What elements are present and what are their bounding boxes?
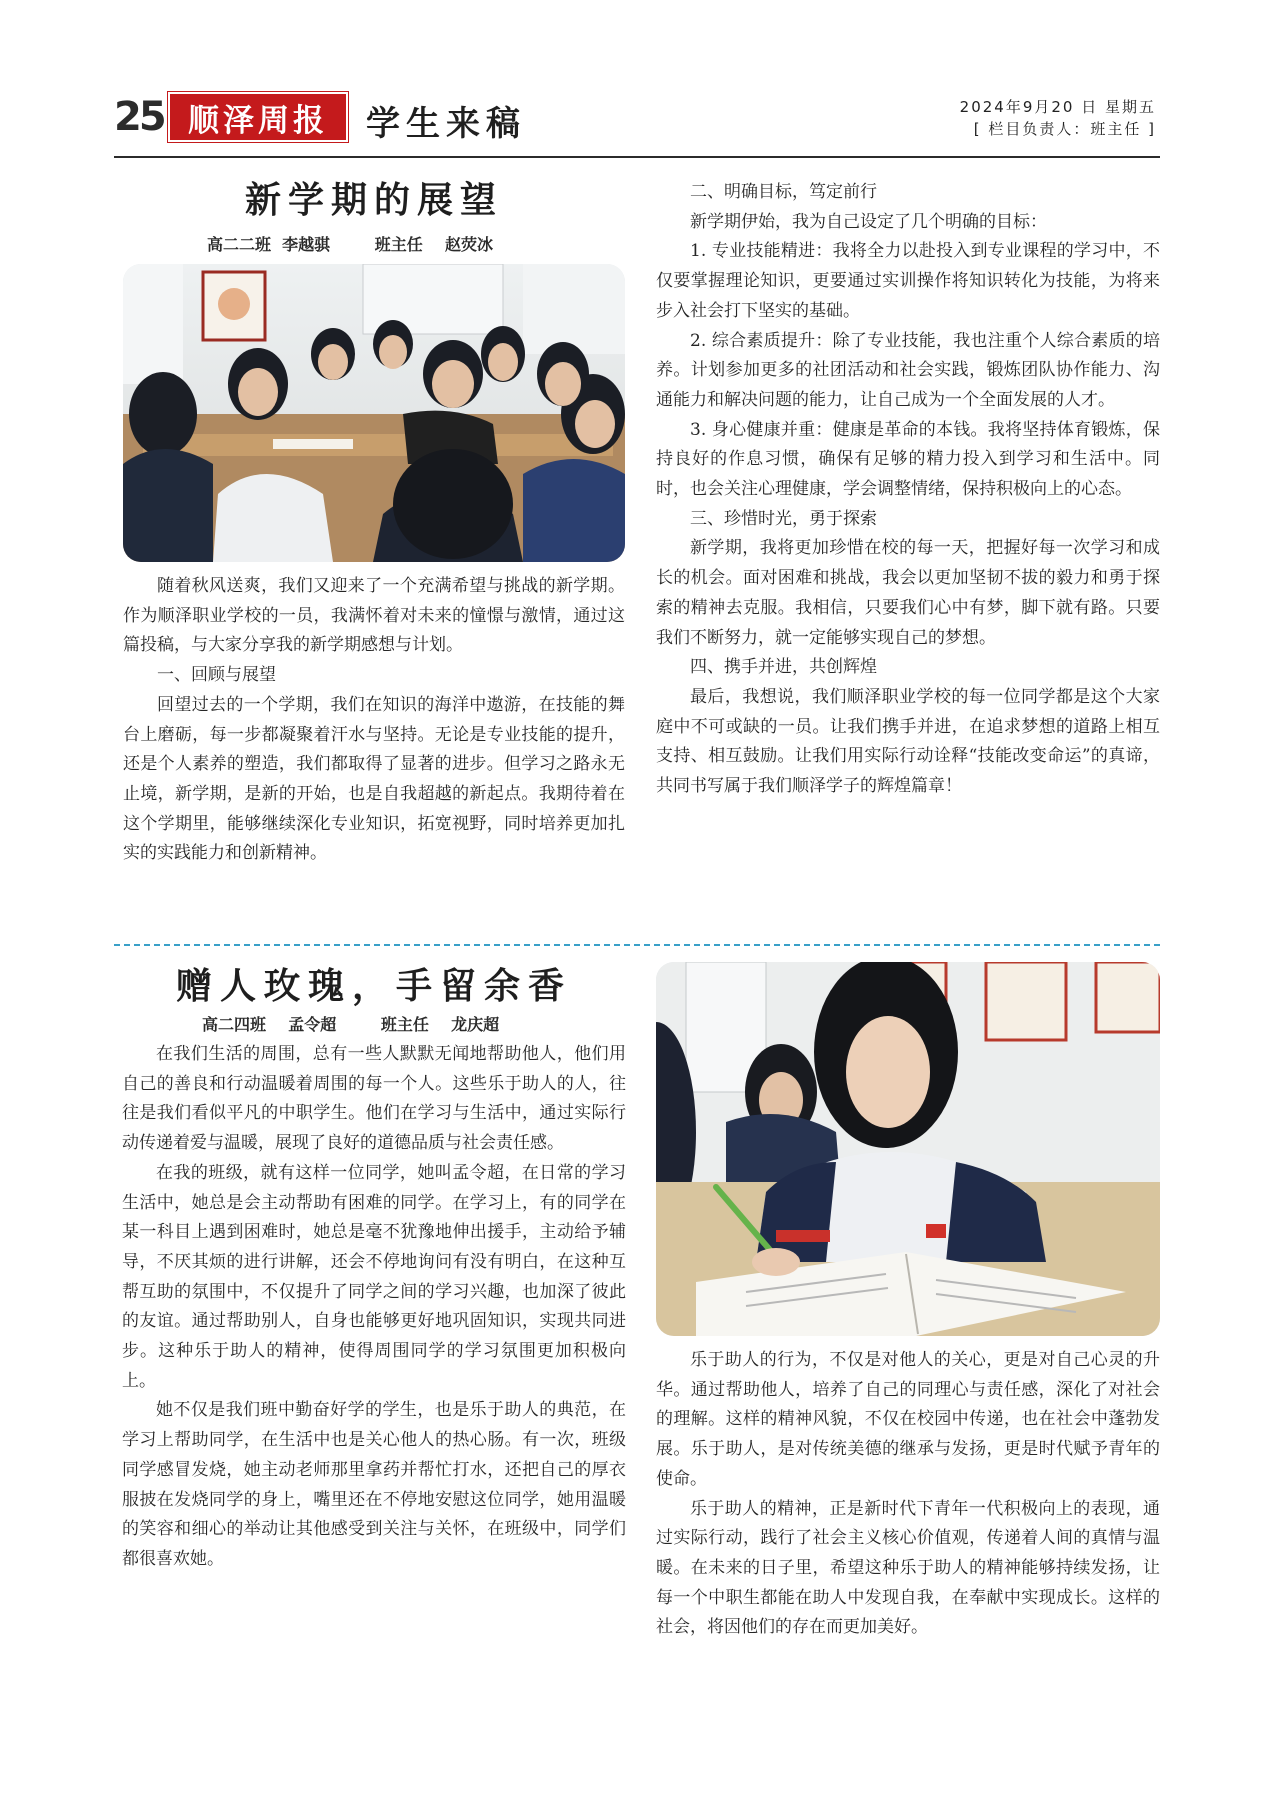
classroom-photo-image	[123, 264, 625, 562]
article1-byline: 高二二班 李越骐 班主任 赵荧冰	[207, 235, 493, 254]
article1-paragraph: 最后，我想说，我们顺泽职业学校的每一位同学都是这个大家庭中不可或缺的一员。让我们携手并进，在追求梦想的道路上相互支持、相互鼓励。让我们用实际行动诠释“技能改变命运”的真谛，共同书写属于我们顺泽学子的辉煌篇章！	[656, 686, 1160, 797]
article1-body-left	[123, 572, 625, 869]
article2-paragraph: 在我的班级，就有这样一位同学，她叫孟令超，在日常的学习生活中，她总是会主动帮助有困难的同学。在学习上，有的同学在某一科目上遇到困难时，她总是毫不犹豫地伸出援手，主动给予辅导，不厌其烦的进行讲解，还会不停地询问有没有明白，在这种互帮互助的氛围中，不仅提升了同学之间的学习兴趣，也加深了彼此的友谊。通过帮助别人，自身也能够更好地巩固知识，实现共同进步。这种乐于助人的精神，使得周围同学的学习氛围更加积极向上。	[122, 1162, 626, 1391]
article2-body-right	[656, 1346, 1160, 1643]
article2-title: 赠人玫瑰，手留余香	[175, 966, 572, 1007]
issue-date: 2024年9月20 日 星期五	[959, 98, 1156, 116]
article1-paragraph: 1. 专业技能精进：我将全力以赴投入到专业课程的学习中，不仅要掌握理论知识，更要通过实训操作将知识转化为技能，为将来步入社会打下坚实的基础。	[656, 241, 1160, 321]
article2-byline: 高二四班 孟令超 班主任 龙庆超	[202, 1015, 500, 1034]
article1-subheading: 一、回顾与展望	[157, 665, 276, 686]
section-title: 学生来稿	[366, 104, 526, 144]
article1-paragraph: 3. 身心健康并重：健康是革命的本钱。我将坚持体育锻炼，保持良好的作息习惯，确保有足够的精力投入到学习和生活中。同时，也会关注心理健康，学会调整情绪，保持积极向上的心态。	[656, 419, 1160, 500]
classroom-photo	[123, 264, 625, 562]
article2-paragraph: 乐于助人的行为，不仅是对他人的关心，更是对自己心灵的升华。通过帮助他人，培养了自己的同理心与责任感，深化了对社会的理解。这样的精神风貌，不仅在校园中传递，也在社会中蓬勃发展。乐于助人，是对传统美德的继承与发扬，更是时代赋予青年的使命。	[656, 1350, 1160, 1489]
article1-paragraph: 回望过去的一个学期，我们在知识的海洋中遨游，在技能的舞台上磨砺，每一步都凝聚着汗水与坚持。无论是专业技能的提升，还是个人素养的塑造，我们都取得了显著的进步。但学习之路永无止境，新学期，是新的开始，也是自我超越的新起点。我期待着在这个学期里，能够继续深化专业知识，拓宽视野，同时培养更加扎实的实践能力和创新精神。	[123, 694, 625, 864]
paper-logo	[170, 94, 346, 140]
article1-paragraph: 新学期，我将更加珍惜在校的每一天，把握好每一次学习和成长的机会。面对困难和挑战，我会以更加坚韧不拔的毅力和勇于探索的精神去克服。我相信，只要我们心中有梦，脚下就有路。只要我们不断努力，就一定能够实现自己的梦想。	[656, 538, 1160, 648]
paper-name: 顺泽周报	[188, 102, 328, 139]
article1-paragraph: 新学期伊始，我为自己设定了几个明确的目标：	[690, 211, 1047, 232]
student-reading-photo	[656, 962, 1160, 1336]
article1-subheading: 三、珍惜时光，勇于探索	[690, 508, 877, 529]
article1-subheading: 四、携手并进，共创辉煌	[690, 657, 877, 678]
dateline	[960, 96, 1156, 140]
article1-paragraph: 随着秋风送爽，我们又迎来了一个充满希望与挑战的新学期。作为顺泽职业学校的一员，我满怀着对未来的憧憬与激情，通过这篇投稿，与大家分享我的新学期感想与计划。	[123, 576, 625, 656]
article1-body-right	[656, 178, 1160, 802]
article2-paragraph: 乐于助人的精神，正是新时代下青年一代积极向上的表现，通过实际行动，践行了社会主义核心价值观，传递着人间的真情与温暖。在未来的日子里，希望这种乐于助人的精神能够持续发扬，让每一个中职生都能在助人中发现自我，在奉献中实现成长。这样的社会，将因他们的存在而更加美好。	[656, 1498, 1160, 1638]
section-editor: [ 栏目负责人：班主任 ]	[973, 120, 1156, 138]
article1-title: 新学期的展望	[244, 180, 503, 221]
masthead	[114, 92, 1160, 158]
page-number: 25	[114, 94, 164, 140]
article2-paragraph: 她不仅是我们班中勤奋好学的学生，也是乐于助人的典范，在学习上帮助同学，在生活中也是关心他人的热心肠。有一次，班级同学感冒发烧，她主动老师那里拿药并帮忙打水，还把自己的厚衣服披在发烧同学的身上，嘴里还在不停地安慰这位同学，她用温暖的笑容和细心的举动让其他感受到关注与关怀，在班级中，同学们都很喜欢她。	[122, 1400, 626, 1569]
article2-body-left	[122, 1040, 626, 1575]
article1-subheading: 二、明确目标，笃定前行	[690, 182, 877, 202]
article1-paragraph: 2. 综合素质提升：除了专业技能，我也注重个人综合素质的培养。计划参加更多的社团活动和社会实践，锻炼团队协作能力、沟通能力和解决问题的能力，让自己成为一个全面发展的人才。	[656, 330, 1160, 410]
article2-paragraph: 在我们生活的周围，总有一些人默默无闻地帮助他人，他们用自己的善良和行动温暖着周围的每一个人。这些乐于助人的人，往往是我们看似平凡的中职学生。他们在学习与生活中，通过实际行动传递着爱与温暖，展现了良好的道德品质与社会责任感。	[122, 1044, 626, 1154]
section-divider	[114, 944, 1160, 946]
student-reading-photo-image	[656, 962, 1160, 1336]
